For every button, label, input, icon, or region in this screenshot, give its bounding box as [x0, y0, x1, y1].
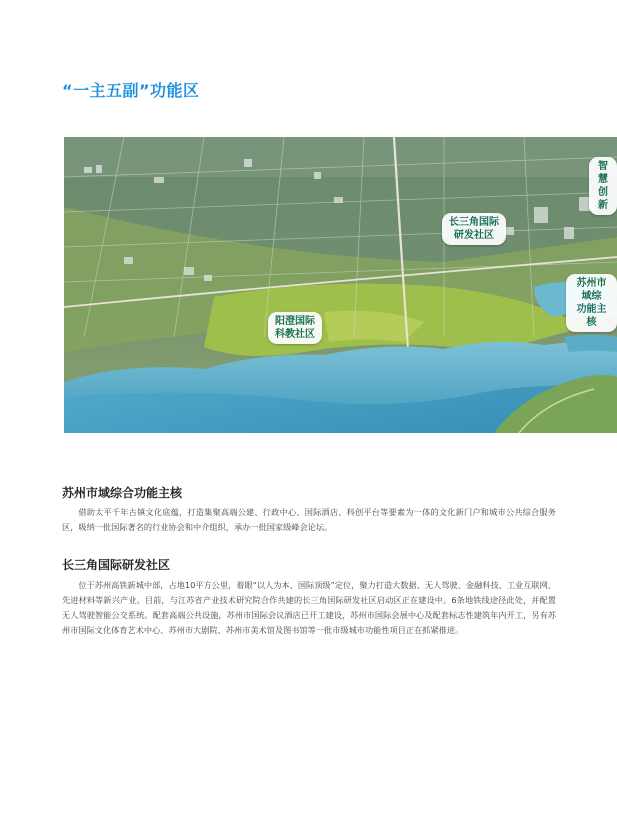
- map-label-smart-innovation: [589, 157, 617, 215]
- map-label-line: 长三角国际: [449, 217, 499, 228]
- map-label-line: 创新: [598, 187, 608, 211]
- map-label-line: 苏州市域综: [576, 278, 607, 302]
- map-label-yangtze-rd: [442, 213, 506, 245]
- map-label-line: 阳澄国际: [275, 316, 315, 327]
- map-label-line: 科教社区: [275, 329, 315, 340]
- section-paragraph: 借助太平千年古镇文化底蕴，打造集聚高端公建、行政中心、国际酒店、科创平台等要素为一体的文化新门户和城市公共综合服务区，吸纳一批国际著名的行业协会和中介组织，承办一批国家级峰会论坛。: [62, 507, 556, 532]
- section-heading: 长三角国际研发社区: [62, 558, 171, 572]
- map-label-line: 功能主核: [576, 304, 607, 328]
- map-illustration: [64, 137, 617, 433]
- page-title: “一主五副”功能区: [62, 81, 200, 100]
- section-paragraph: 位于苏州高铁新城中部，占地10平方公里，着眼“以人为本、国际顶级”定位，聚力打造大数据、无人驾驶、金融科技、工业互联网、先进材料等新兴产业。目前，与江苏省产业技术研究院合作共建的长三角国际研发社区启动区正在建设中。6条地铁线途径此处，并配置无人驾驶智能公交系统。配套高端公共设施，苏州市国际会议酒店已开工建设，苏州市国际会展中心及配套标志性建筑年内开工，另有苏州市国际文化体育艺术中心、苏州市大剧院、苏州市美术馆及图书馆等一批市级城市功能性项目正在抓紧推进。: [62, 580, 556, 635]
- map-label-line: 智慧: [598, 161, 608, 185]
- map-label-yangcheng: [268, 312, 322, 344]
- map-label-line: 研发社区: [454, 230, 494, 241]
- aerial-map-image: [64, 137, 617, 433]
- map-label-suzhou-core: [566, 274, 617, 332]
- section-heading: 苏州市域综合功能主核: [62, 486, 183, 500]
